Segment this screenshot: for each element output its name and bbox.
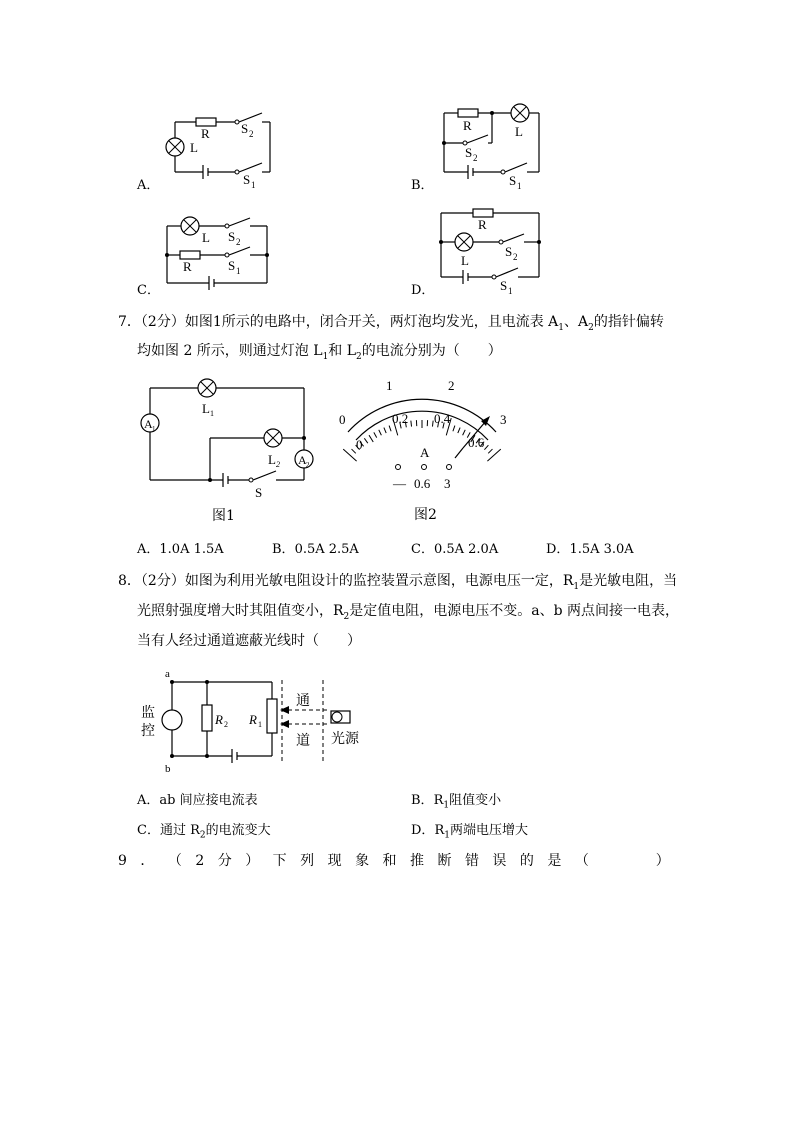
svg-text:1: 1 [508, 286, 513, 296]
svg-text:S: S [228, 229, 236, 244]
svg-text:S: S [243, 172, 251, 187]
q7-option-b[interactable]: B．0.5A 2.5A [272, 542, 359, 557]
q6-option-c[interactable]: C． [137, 283, 160, 298]
svg-text:1: 1 [236, 266, 241, 276]
svg-text:R: R [201, 126, 210, 141]
svg-text:S: S [465, 145, 473, 160]
q8-stem-line2: 光照射强度增大时其阻值变小，$R_2$是定值电阻，电源电压不变。a、b 两点间接一电表， [137, 603, 680, 622]
svg-text:R: R [463, 118, 472, 133]
svg-text:监: 监 [141, 706, 155, 721]
svg-text:0.6: 0.6 [414, 476, 431, 491]
q8-option-c[interactable]: C．通过 $R_2$的电流变大 [137, 823, 271, 841]
svg-text:1: 1 [386, 378, 393, 393]
q8-stem-line1: 8．（2分）如图为利用光敏电阻设计的监控装置示意图，电源电压一定，$R_1$是光敏电阻，当 [118, 573, 678, 592]
svg-text:3: 3 [500, 412, 507, 427]
svg-text:1: 1 [152, 425, 156, 433]
svg-text:L: L [268, 452, 276, 467]
svg-text:R: R [183, 259, 192, 274]
q8-stem-line3: 当有人经过通道遮蔽光线时（ ） [137, 633, 361, 649]
svg-text:A: A [298, 453, 307, 467]
monitor-icon [162, 710, 182, 730]
svg-text:2: 2 [513, 252, 518, 262]
q7-fig1-caption: 图1 [212, 508, 235, 524]
svg-text:2: 2 [448, 378, 455, 393]
svg-text:—: — [393, 476, 406, 491]
svg-text:0: 0 [356, 437, 363, 452]
q9-stem: 9 ． （ 2 分 ） 下 列 现 象 和 推 断 错 误 的 是 （ ） [118, 853, 670, 869]
svg-text:道: 道 [296, 734, 310, 749]
svg-text:S: S [509, 173, 517, 188]
svg-text:L: L [461, 253, 469, 268]
svg-text:2: 2 [306, 461, 310, 469]
q7-stem-line1: 7．（2分）如图1所示的电路中，闭合开关，两灯泡均发光，且电流表 $A_1$、$A_2$的指针偏转 [118, 314, 664, 333]
q6-option-b[interactable]: B． [411, 178, 434, 193]
svg-text:L: L [202, 230, 210, 245]
svg-text:A: A [144, 417, 153, 431]
q7-option-a[interactable]: A．1.0A 1.5A [137, 542, 224, 557]
svg-text:L: L [190, 140, 198, 155]
svg-text:3: 3 [444, 476, 451, 491]
svg-text:0.2: 0.2 [392, 411, 409, 426]
svg-text:2: 2 [224, 720, 228, 729]
svg-text:S: S [255, 485, 263, 500]
q6-option-d[interactable]: D． [411, 283, 435, 298]
svg-text:L: L [515, 124, 523, 139]
svg-text:光源: 光源 [331, 732, 359, 747]
svg-text:0.4: 0.4 [434, 411, 451, 426]
svg-text:b: b [165, 763, 171, 775]
q7-option-d[interactable]: D．1.5A 3.0A [546, 542, 634, 557]
q6-option-a[interactable]: A． [137, 178, 160, 193]
svg-text:1: 1 [251, 180, 256, 190]
svg-text:通: 通 [296, 694, 310, 709]
q7-fig2-caption: 图2 [414, 507, 437, 523]
svg-text:0: 0 [339, 412, 346, 427]
svg-text:L: L [202, 401, 210, 416]
q8-option-a[interactable]: A．ab 间应接电流表 [137, 793, 258, 808]
svg-text:a: a [165, 668, 170, 680]
svg-text:控: 控 [141, 724, 155, 739]
svg-text:S: S [228, 258, 236, 273]
svg-text:S: S [505, 244, 513, 259]
q7-stem-line2: 均如图 2 所示，则通过灯泡 $L_1$和 $L_2$的电流分别为（ ） [137, 343, 502, 362]
svg-text:S: S [241, 121, 249, 136]
q7-option-c[interactable]: C．0.5A 2.0A [411, 542, 499, 557]
svg-text:A: A [420, 445, 430, 460]
svg-text:R: R [215, 712, 223, 727]
q8-option-b[interactable]: B．$R_1$阻值变小 [411, 793, 502, 811]
svg-text:R: R [478, 217, 487, 232]
svg-text:R: R [249, 712, 257, 727]
svg-text:2: 2 [236, 237, 241, 247]
svg-text:2: 2 [276, 460, 280, 469]
q8-option-d[interactable]: D．$R_1$两端电压增大 [411, 823, 528, 841]
svg-text:1: 1 [258, 720, 262, 729]
svg-text:2: 2 [473, 153, 478, 163]
svg-text:S: S [500, 278, 508, 293]
svg-text:0.6: 0.6 [468, 435, 485, 450]
svg-text:2: 2 [249, 129, 254, 139]
svg-text:1: 1 [517, 181, 522, 191]
svg-text:1: 1 [210, 409, 214, 418]
